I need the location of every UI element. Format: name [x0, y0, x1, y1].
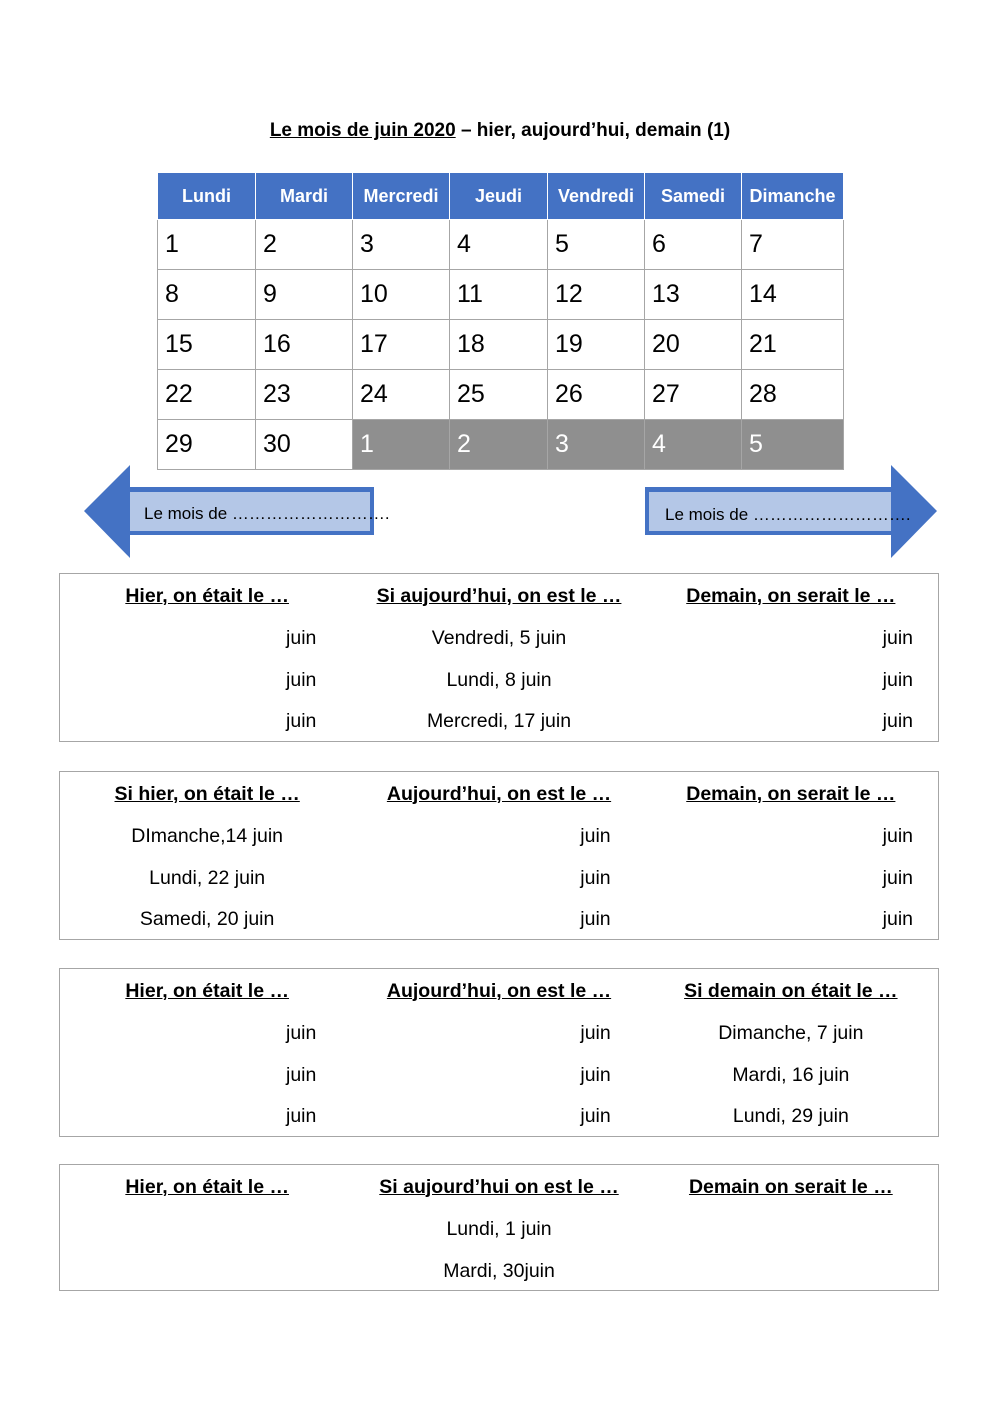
answer-tomorrow: juin: [882, 866, 913, 889]
page-title: [0, 120, 1000, 142]
day-cell: 28: [742, 370, 844, 420]
day-cell: 9: [256, 270, 353, 320]
answer-today: juin: [580, 1022, 611, 1045]
day-header: Jeudi: [450, 173, 548, 220]
day-cell: 29: [158, 420, 256, 470]
exercise-header-row: [60, 969, 938, 1013]
exercise-row: [60, 899, 938, 941]
day-cell: 26: [548, 370, 645, 420]
exercise-row: [60, 1013, 938, 1055]
column-header-tomorrow: Demain on serait le …: [688, 1175, 893, 1198]
title-underlined: Le mois de juin 2020: [269, 120, 456, 141]
column-header-tomorrow: Demain, on serait le …: [686, 782, 896, 805]
given-tomorrow: Mardi, 16 juin: [732, 1063, 850, 1086]
column-header-today: Si aujourd’hui, on est le …: [376, 584, 622, 607]
exercise-row: [60, 1209, 938, 1251]
column-header-today: Si aujourd’hui on est le …: [379, 1175, 619, 1198]
previous-month-label: Le mois de ……………………….: [144, 504, 390, 523]
day-cell: 14: [742, 270, 844, 320]
day-cell: 21: [742, 320, 844, 370]
calendar-week-row: [158, 220, 844, 270]
day-cell: 6: [645, 220, 742, 270]
answer-today: juin: [580, 1105, 611, 1128]
answer-yesterday: juin: [286, 710, 317, 733]
day-cell: 7: [742, 220, 844, 270]
next-month-day-cell: 5: [742, 420, 844, 470]
column-header-yesterday: Hier, on était le …: [125, 979, 289, 1002]
answer-tomorrow: juin: [882, 825, 913, 848]
answer-yesterday: juin: [286, 1022, 317, 1045]
given-yesterday: DImanche,14 juin: [131, 825, 284, 848]
answer-today: juin: [580, 908, 611, 931]
exercise-header-row: [60, 1165, 938, 1209]
answer-yesterday: juin: [286, 1063, 317, 1086]
column-header-today: Aujourd’hui, on est le …: [386, 782, 612, 805]
given-yesterday: Lundi, 22 juin: [149, 866, 266, 889]
exercise-header-row: [60, 574, 938, 618]
day-cell: 19: [548, 320, 645, 370]
day-cell: 25: [450, 370, 548, 420]
day-cell: 23: [256, 370, 353, 420]
given-tomorrow: Dimanche, 7 juin: [718, 1022, 864, 1045]
exercise-box-1: [59, 573, 939, 742]
day-cell: 12: [548, 270, 645, 320]
exercise-row: [60, 858, 938, 900]
day-cell: 1: [158, 220, 256, 270]
column-header-tomorrow: Demain, on serait le …: [686, 584, 896, 607]
exercise-row: [60, 1055, 938, 1097]
exercise-row: [60, 660, 938, 702]
exercise-row: [60, 1096, 938, 1138]
given-today: Vendredi, 5 juin: [431, 627, 567, 650]
answer-tomorrow: juin: [882, 627, 914, 650]
answer-today: juin: [580, 866, 611, 889]
day-cell: 18: [450, 320, 548, 370]
given-tomorrow: Lundi, 29 juin: [732, 1105, 849, 1128]
day-cell: 22: [158, 370, 256, 420]
day-header: Samedi: [645, 173, 742, 220]
next-month-label: Le mois de ……………………….: [665, 505, 911, 524]
day-cell: 11: [450, 270, 548, 320]
previous-month-arrow: [84, 465, 390, 559]
june-calendar: [157, 172, 844, 470]
exercise-row: [60, 701, 938, 743]
day-header: Lundi: [158, 173, 256, 220]
answer-today: juin: [580, 825, 611, 848]
day-cell: 24: [353, 370, 450, 420]
day-cell: 4: [450, 220, 548, 270]
column-header-tomorrow: Si demain on était le …: [684, 979, 898, 1002]
day-cell: 5: [548, 220, 645, 270]
given-today: Lundi, 1 juin: [446, 1218, 552, 1241]
answer-tomorrow: juin: [882, 908, 913, 931]
exercise-row: [60, 618, 938, 660]
day-cell: 20: [645, 320, 742, 370]
next-month-day-cell: 2: [450, 420, 548, 470]
day-cell: 27: [645, 370, 742, 420]
calendar-week-row: [158, 320, 844, 370]
title-rest: – hier, aujourd’hui, demain (1): [455, 120, 731, 141]
given-today: Lundi, 8 juin: [446, 668, 552, 691]
next-month-day-cell: 1: [353, 420, 450, 470]
exercise-row: [60, 1251, 938, 1293]
next-month-day-cell: 4: [645, 420, 742, 470]
exercise-box-4: [59, 1164, 939, 1291]
day-cell: 8: [158, 270, 256, 320]
answer-tomorrow: juin: [882, 668, 914, 691]
day-header: Mercredi: [353, 173, 450, 220]
day-header: Vendredi: [548, 173, 645, 220]
column-header-yesterday: Si hier, on était le …: [114, 782, 300, 805]
exercise-row: [60, 816, 938, 858]
calendar-week-row: [158, 420, 844, 470]
day-cell: 13: [645, 270, 742, 320]
answer-yesterday: juin: [286, 627, 317, 650]
day-cell: 17: [353, 320, 450, 370]
day-cell: 16: [256, 320, 353, 370]
answer-yesterday: juin: [286, 1105, 317, 1128]
column-header-today: Aujourd’hui, on est le …: [386, 979, 612, 1002]
answer-yesterday: juin: [286, 668, 317, 691]
calendar-header-row: [158, 173, 844, 220]
day-header: Dimanche: [742, 173, 844, 220]
day-cell: 2: [256, 220, 353, 270]
given-today: Mardi, 30juin: [443, 1259, 555, 1282]
next-month-day-cell: 3: [548, 420, 645, 470]
next-month-arrow: [645, 465, 937, 559]
column-header-yesterday: Hier, on était le …: [125, 1175, 289, 1198]
day-header: Mardi: [256, 173, 353, 220]
calendar-week-row: [158, 270, 844, 320]
given-today: Mercredi, 17 juin: [426, 710, 572, 733]
day-cell: 3: [353, 220, 450, 270]
calendar-week-row: [158, 370, 844, 420]
column-header-yesterday: Hier, on était le …: [125, 584, 289, 607]
answer-today: juin: [580, 1063, 611, 1086]
day-cell: 30: [256, 420, 353, 470]
given-yesterday: Samedi, 20 juin: [139, 908, 275, 931]
day-cell: 10: [353, 270, 450, 320]
exercise-header-row: [60, 772, 938, 816]
answer-tomorrow: juin: [882, 710, 914, 733]
day-cell: 15: [158, 320, 256, 370]
exercise-box-3: [59, 968, 939, 1137]
exercise-box-2: [59, 771, 939, 940]
